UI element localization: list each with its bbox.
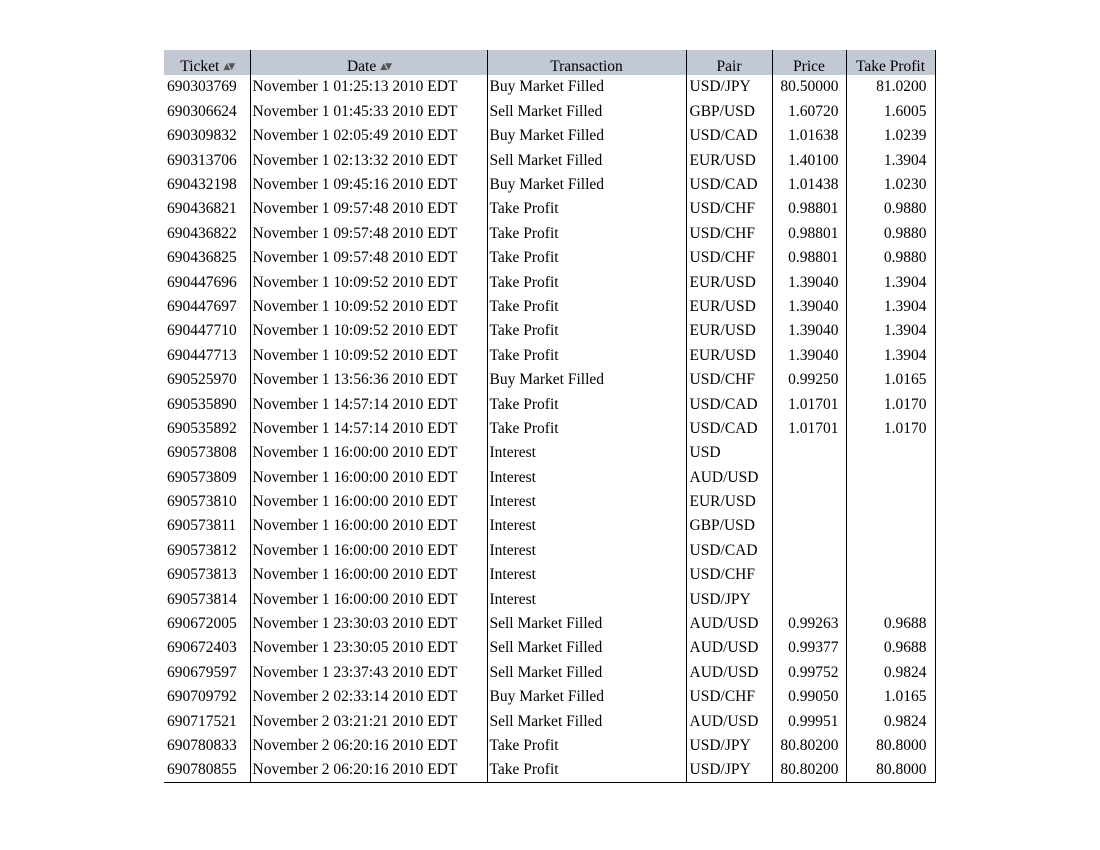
- cell-take-profit: 1.0230: [846, 173, 935, 197]
- cell-transaction: Buy Market Filled: [487, 75, 686, 99]
- cell-take-profit: 0.9688: [846, 612, 935, 636]
- cell-pair: EUR/USD: [686, 295, 772, 319]
- cell-transaction: Take Profit: [487, 295, 686, 319]
- column-header-take-profit: [846, 50, 935, 75]
- cell-ticket: 690672403: [167, 639, 237, 657]
- cell-take-profit: 1.3904: [846, 295, 935, 319]
- column-header-date-label: Date: [346, 57, 377, 75]
- table-row: [164, 197, 935, 221]
- table-row: [164, 416, 935, 440]
- cell-price: 1.60720: [772, 99, 846, 123]
- cell-ticket: 690717521: [167, 712, 237, 730]
- cell-take-profit: 81.0200: [846, 75, 935, 99]
- table-row: [164, 246, 935, 270]
- cell-date: November 1 23:30:03 2010 EDT: [250, 612, 487, 636]
- column-header-pair-label: Pair: [716, 57, 742, 75]
- cell-price: 0.98801: [772, 197, 846, 221]
- cell-price: [772, 563, 846, 587]
- cell-pair: USD/CAD: [686, 416, 772, 440]
- cell-price: 1.39040: [772, 343, 846, 367]
- cell-ticket: 690573813: [167, 566, 237, 584]
- cell-pair: USD/CHF: [686, 246, 772, 270]
- cell-pair: EUR/USD: [686, 270, 772, 294]
- table-row: [164, 124, 935, 148]
- ledger-table: [164, 50, 936, 783]
- cell-price: [772, 514, 846, 538]
- cell-ticket: 690573808: [167, 444, 237, 462]
- cell-ticket: 690436825: [167, 249, 237, 267]
- cell-pair: AUD/USD: [686, 636, 772, 660]
- table-row: [164, 709, 935, 733]
- cell-date: November 2 03:21:21 2010 EDT: [250, 709, 487, 733]
- table-row: [164, 587, 935, 611]
- cell-take-profit: 0.9880: [846, 246, 935, 270]
- cell-ticket: 690573814: [167, 590, 237, 608]
- table-row: [164, 538, 935, 562]
- table-row: [164, 612, 935, 636]
- cell-pair: AUD/USD: [686, 709, 772, 733]
- table-row: [164, 368, 935, 392]
- cell-date: November 1 02:13:32 2010 EDT: [250, 148, 487, 172]
- cell-pair: USD/JPY: [686, 758, 772, 783]
- cell-price: 1.01701: [772, 416, 846, 440]
- cell-pair: EUR/USD: [686, 343, 772, 367]
- cell-pair: USD/CAD: [686, 173, 772, 197]
- cell-ticket: 690573812: [167, 541, 237, 559]
- cell-price: 0.98801: [772, 246, 846, 270]
- cell-ticket: 690447696: [167, 273, 237, 291]
- table-row: [164, 392, 935, 416]
- cell-transaction: Sell Market Filled: [487, 660, 686, 684]
- cell-take-profit: 0.9880: [846, 221, 935, 245]
- column-header-ticket-label: Ticket: [180, 57, 220, 75]
- cell-date: November 1 10:09:52 2010 EDT: [250, 295, 487, 319]
- cell-price: 1.01638: [772, 124, 846, 148]
- cell-take-profit: 1.0165: [846, 685, 935, 709]
- cell-price: 0.99752: [772, 660, 846, 684]
- column-header-ticket[interactable]: [164, 50, 250, 75]
- table-row: [164, 441, 935, 465]
- cell-take-profit: [846, 441, 935, 465]
- table-row: [164, 734, 935, 758]
- cell-date: November 1 09:57:48 2010 EDT: [250, 221, 487, 245]
- cell-date: November 1 16:00:00 2010 EDT: [250, 490, 487, 514]
- table-row: [164, 148, 935, 172]
- cell-transaction: Buy Market Filled: [487, 173, 686, 197]
- cell-date: November 2 06:20:16 2010 EDT: [250, 758, 487, 783]
- cell-ticket: 690573809: [167, 468, 237, 486]
- cell-transaction: Sell Market Filled: [487, 636, 686, 660]
- cell-ticket: 690573811: [167, 517, 237, 535]
- cell-pair: USD/CAD: [686, 538, 772, 562]
- cell-take-profit: [846, 514, 935, 538]
- table-row: [164, 99, 935, 123]
- cell-price: [772, 587, 846, 611]
- cell-take-profit: 0.9880: [846, 197, 935, 221]
- cell-price: 80.80200: [772, 758, 846, 783]
- cell-ticket: 690679597: [167, 663, 237, 681]
- cell-transaction: Take Profit: [487, 758, 686, 783]
- cell-ticket: 690780833: [167, 736, 237, 754]
- cell-pair: GBP/USD: [686, 99, 772, 123]
- cell-take-profit: [846, 490, 935, 514]
- cell-ticket: 690313706: [167, 151, 237, 169]
- cell-price: 1.39040: [772, 319, 846, 343]
- cell-date: November 1 09:57:48 2010 EDT: [250, 246, 487, 270]
- table-row: [164, 490, 935, 514]
- cell-date: November 1 13:56:36 2010 EDT: [250, 368, 487, 392]
- ledger-body: [164, 75, 935, 783]
- cell-transaction: Interest: [487, 587, 686, 611]
- cell-ticket: 690436822: [167, 224, 237, 242]
- cell-pair: USD/CAD: [686, 124, 772, 148]
- column-header-transaction: [487, 50, 686, 75]
- cell-transaction: Buy Market Filled: [487, 124, 686, 148]
- table-row: [164, 173, 935, 197]
- cell-transaction: Interest: [487, 441, 686, 465]
- cell-price: 0.99050: [772, 685, 846, 709]
- cell-transaction: Take Profit: [487, 246, 686, 270]
- cell-price: 0.98801: [772, 221, 846, 245]
- column-header-take-profit-label: Take Profit: [855, 57, 926, 75]
- cell-take-profit: 80.8000: [846, 758, 935, 783]
- cell-ticket: 690709792: [167, 688, 237, 706]
- sort-arrows-icon[interactable]: ▲▼: [380, 61, 391, 72]
- cell-pair: USD: [686, 441, 772, 465]
- cell-pair: USD/CHF: [686, 563, 772, 587]
- cell-pair: USD/JPY: [686, 75, 772, 99]
- cell-transaction: Sell Market Filled: [487, 99, 686, 123]
- table-row: [164, 660, 935, 684]
- table-row: [164, 221, 935, 245]
- cell-pair: USD/CHF: [686, 368, 772, 392]
- cell-take-profit: 1.3904: [846, 343, 935, 367]
- cell-pair: USD/JPY: [686, 587, 772, 611]
- column-header-pair: [686, 50, 772, 75]
- column-header-price-label: Price: [793, 57, 825, 75]
- cell-ticket: 690447697: [167, 297, 237, 315]
- cell-transaction: Interest: [487, 538, 686, 562]
- cell-date: November 1 23:30:05 2010 EDT: [250, 636, 487, 660]
- cell-price: 0.99377: [772, 636, 846, 660]
- cell-ticket: 690535892: [167, 419, 237, 437]
- cell-transaction: Take Profit: [487, 270, 686, 294]
- cell-pair: USD/CHF: [686, 221, 772, 245]
- sort-arrows-icon[interactable]: ▲▼: [223, 61, 234, 72]
- cell-ticket: 690309832: [167, 127, 237, 145]
- cell-transaction: Take Profit: [487, 343, 686, 367]
- cell-date: November 1 16:00:00 2010 EDT: [250, 465, 487, 489]
- column-header-price: [772, 50, 846, 75]
- cell-transaction: Interest: [487, 490, 686, 514]
- cell-price: 1.40100: [772, 148, 846, 172]
- cell-date: November 1 09:57:48 2010 EDT: [250, 197, 487, 221]
- cell-ticket: 690447710: [167, 322, 237, 340]
- cell-ticket: 690780855: [164, 758, 250, 783]
- cell-price: 1.39040: [772, 295, 846, 319]
- cell-take-profit: 1.0170: [846, 392, 935, 416]
- trade-history-table: [164, 50, 935, 783]
- cell-take-profit: 0.9824: [846, 709, 935, 733]
- column-header-transaction-label: Transaction: [550, 57, 623, 75]
- cell-date: November 2 06:20:16 2010 EDT: [250, 734, 487, 758]
- cell-transaction: Interest: [487, 514, 686, 538]
- cell-take-profit: [846, 587, 935, 611]
- cell-transaction: Sell Market Filled: [487, 709, 686, 733]
- cell-price: 0.99263: [772, 612, 846, 636]
- cell-ticket: 690436821: [167, 200, 237, 218]
- cell-transaction: Take Profit: [487, 221, 686, 245]
- cell-price: [772, 441, 846, 465]
- cell-pair: EUR/USD: [686, 148, 772, 172]
- table-row: [164, 465, 935, 489]
- cell-ticket: 690525970: [167, 371, 237, 389]
- cell-transaction: Take Profit: [487, 392, 686, 416]
- cell-price: [772, 538, 846, 562]
- cell-take-profit: 1.3904: [846, 319, 935, 343]
- cell-date: November 1 14:57:14 2010 EDT: [250, 392, 487, 416]
- table-row: [164, 636, 935, 660]
- cell-ticket: 690306624: [167, 102, 237, 120]
- cell-transaction: Sell Market Filled: [487, 148, 686, 172]
- table-row: [164, 75, 935, 99]
- cell-pair: USD/CAD: [686, 392, 772, 416]
- cell-date: November 1 10:09:52 2010 EDT: [250, 270, 487, 294]
- cell-take-profit: 1.0239: [846, 124, 935, 148]
- table-row: [164, 514, 935, 538]
- cell-pair: USD/CHF: [686, 685, 772, 709]
- cell-price: 1.01701: [772, 392, 846, 416]
- cell-date: November 1 16:00:00 2010 EDT: [250, 538, 487, 562]
- cell-date: November 1 01:45:33 2010 EDT: [250, 99, 487, 123]
- column-header-date[interactable]: [250, 50, 487, 75]
- cell-transaction: Interest: [487, 563, 686, 587]
- cell-date: November 1 16:00:00 2010 EDT: [250, 441, 487, 465]
- cell-ticket: 690447713: [167, 346, 237, 364]
- cell-transaction: Interest: [487, 465, 686, 489]
- cell-pair: AUD/USD: [686, 465, 772, 489]
- cell-date: November 1 23:37:43 2010 EDT: [250, 660, 487, 684]
- cell-date: November 1 16:00:00 2010 EDT: [250, 587, 487, 611]
- cell-date: November 1 16:00:00 2010 EDT: [250, 563, 487, 587]
- cell-ticket: 690573810: [167, 493, 237, 511]
- cell-date: November 1 16:00:00 2010 EDT: [250, 514, 487, 538]
- cell-take-profit: 1.0170: [846, 416, 935, 440]
- cell-date: November 1 10:09:52 2010 EDT: [250, 343, 487, 367]
- table-row: [164, 343, 935, 367]
- cell-ticket: 690303769: [167, 78, 237, 96]
- cell-take-profit: 0.9824: [846, 660, 935, 684]
- table-row: [164, 270, 935, 294]
- cell-transaction: Buy Market Filled: [487, 368, 686, 392]
- cell-ticket: 690535890: [167, 395, 237, 413]
- cell-date: November 2 02:33:14 2010 EDT: [250, 685, 487, 709]
- cell-price: 1.39040: [772, 270, 846, 294]
- cell-date: November 1 14:57:14 2010 EDT: [250, 416, 487, 440]
- cell-pair: USD/CHF: [686, 197, 772, 221]
- cell-price: [772, 465, 846, 489]
- table-row: [164, 758, 935, 783]
- cell-take-profit: [846, 538, 935, 562]
- table-row: [164, 563, 935, 587]
- cell-transaction: Take Profit: [487, 319, 686, 343]
- cell-date: November 1 10:09:52 2010 EDT: [250, 319, 487, 343]
- table-row: [164, 319, 935, 343]
- cell-take-profit: [846, 465, 935, 489]
- table-row: [164, 295, 935, 319]
- cell-ticket: 690432198: [167, 176, 237, 193]
- cell-transaction: Buy Market Filled: [487, 685, 686, 709]
- cell-take-profit: 0.9688: [846, 636, 935, 660]
- cell-transaction: Take Profit: [487, 734, 686, 758]
- cell-price: 0.99250: [772, 368, 846, 392]
- cell-pair: EUR/USD: [686, 490, 772, 514]
- cell-transaction: Take Profit: [487, 416, 686, 440]
- cell-take-profit: 1.3904: [846, 270, 935, 294]
- cell-price: 0.99951: [772, 709, 846, 733]
- cell-price: 80.50000: [772, 75, 846, 99]
- table-row: [164, 685, 935, 709]
- cell-price: [772, 490, 846, 514]
- cell-pair: USD/JPY: [686, 734, 772, 758]
- cell-take-profit: 1.6005: [846, 99, 935, 123]
- cell-take-profit: 1.3904: [846, 148, 935, 172]
- cell-date: November 1 09:45:16 2010 EDT: [250, 173, 487, 197]
- cell-take-profit: [846, 563, 935, 587]
- cell-transaction: Take Profit: [487, 197, 686, 221]
- cell-date: November 1 02:05:49 2010 EDT: [250, 124, 487, 148]
- cell-price: 80.80200: [772, 734, 846, 758]
- cell-pair: AUD/USD: [686, 612, 772, 636]
- cell-take-profit: 1.0165: [846, 368, 935, 392]
- cell-ticket: 690672005: [167, 615, 237, 633]
- cell-pair: EUR/USD: [686, 319, 772, 343]
- cell-take-profit: 80.8000: [846, 734, 935, 758]
- cell-date: November 1 01:25:13 2010 EDT: [250, 75, 487, 99]
- cell-pair: AUD/USD: [686, 660, 772, 684]
- cell-transaction: Sell Market Filled: [487, 612, 686, 636]
- header-row: [164, 50, 935, 75]
- cell-price: 1.01438: [772, 173, 846, 197]
- cell-pair: GBP/USD: [686, 514, 772, 538]
